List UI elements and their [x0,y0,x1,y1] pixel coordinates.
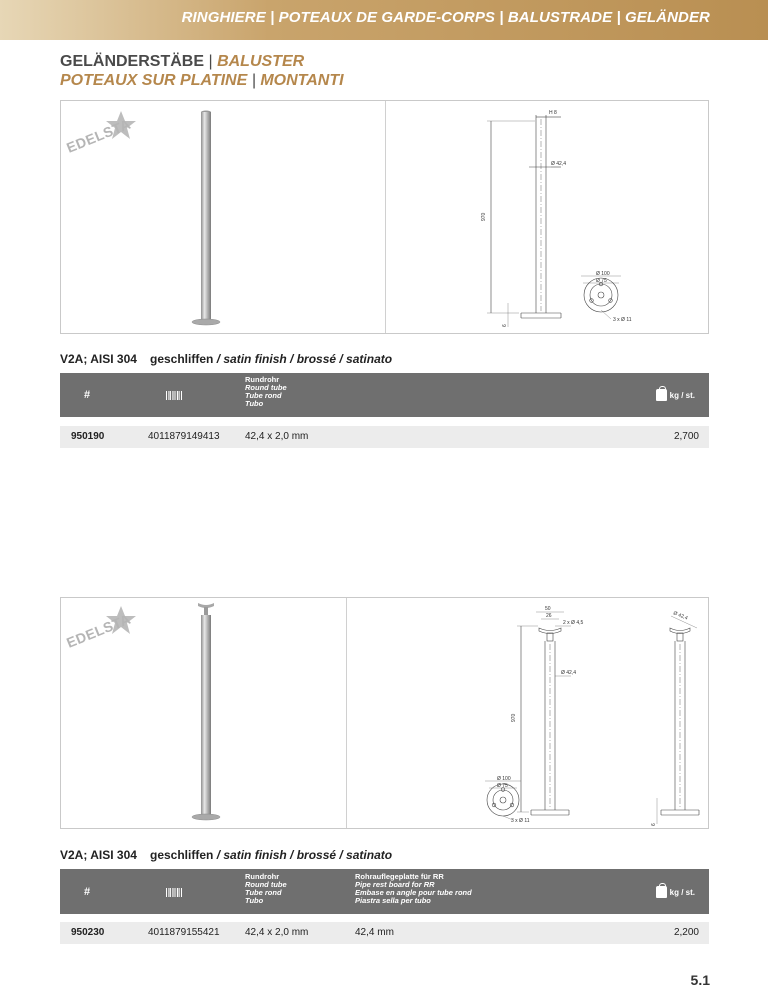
dim-screw: 2 x Ø 4,5 [563,620,584,626]
frame-divider [385,101,386,333]
dim-base: 6 [502,324,508,327]
header-hash: # [84,389,91,401]
tube-dimension: 42,4 x 2,0 mm [245,431,309,442]
dim-base: 6 [651,823,657,826]
subtitle-separator: | [247,72,261,89]
header-hash: # [84,886,91,898]
table-header [60,869,709,914]
material-label: V2A; AISI 304 [60,352,137,366]
table-row [60,922,709,944]
table-header [60,373,709,417]
ean-code: 4011879155421 [148,927,220,938]
finish-translations: / satin finish / brossé / satinato [213,352,393,366]
dim-top: H 8 [549,110,557,116]
product-image-frame [60,100,709,334]
weight-icon [656,886,667,898]
dim-holes: 3 x Ø 11 [511,818,530,824]
subtitle-b: MONTANTI [260,72,344,89]
table-row [60,426,709,448]
svg-text:EDELSTA: EDELSTA [65,115,133,156]
edelstahl-stamp [65,109,143,159]
baluster-photo [186,600,226,826]
dim-top-b: 26 [546,613,552,619]
frame-divider [346,598,347,828]
barcode-icon [166,888,182,897]
subtitle-a: POTEAUX SUR PLATINE [60,72,248,89]
article-number: 950190 [71,431,105,442]
finish-label [150,848,392,862]
dim-plate-outer: Ø 100 [497,776,511,782]
header-pipe-rest: Rohrauflegeplatte für RR Pipe rest board for RR Embase en angle pour tube rond Piastra sella per tubo [355,872,472,905]
weight-value: 2,200 [673,927,699,938]
finish-de: geschliffen [150,352,214,366]
barcode-icon [166,391,182,400]
dim-saddle: Ø 42,4 [672,610,689,622]
header-title: RINGHIERE | POTEAUX DE GARDE-CORPS | BALUSTRADE | GELÄNDER [181,9,710,26]
header-round-tube: Rundrohr Round tube Tube rond Tubo [245,375,287,408]
header-band [0,0,768,40]
tube-dimension: 42,4 x 2,0 mm [245,927,309,938]
dim-diameter: Ø 42,4 [551,161,567,167]
finish-label [150,352,392,366]
title-italic: BALUSTER [217,53,305,70]
dim-plate-inner: Ø 75 [596,278,607,284]
weight-value: 2,700 [673,431,699,442]
header-round-tube: Rundrohr Round tube Tube rond Tubo [245,872,287,905]
article-number: 950230 [71,927,105,938]
header-kg: kg / st. [656,886,695,898]
dim-plate-inner: Ø 75 [497,783,508,789]
svg-text:EDELSTA: EDELSTA [65,610,133,651]
weight-icon [656,389,667,401]
page-number: 5.1 [690,972,710,988]
product-image-frame [60,597,709,829]
technical-drawing [421,600,701,828]
title-main: GELÄNDERSTÄBE [60,53,205,70]
dim-plate-outer: Ø 100 [596,271,610,277]
technical-drawing [471,105,701,331]
edelstahl-stamp [65,604,143,654]
dim-height: 970 [511,713,517,722]
header-kg: kg / st. [656,389,695,401]
material-label: V2A; AISI 304 [60,848,137,862]
finish-translations: / satin finish / brossé / satinato [213,848,393,862]
title-separator: | [204,53,218,70]
dim-holes: 3 x Ø 11 [613,317,632,323]
page-title [60,52,344,90]
dim-height: 970 [481,212,487,221]
finish-de: geschliffen [150,848,214,862]
ean-code: 4011879149413 [148,431,220,442]
baluster-photo [186,109,226,331]
dim-diameter: Ø 42,4 [561,670,577,676]
plate-dimension: 42,4 mm [355,927,394,938]
dim-top-a: 50 [545,606,551,612]
